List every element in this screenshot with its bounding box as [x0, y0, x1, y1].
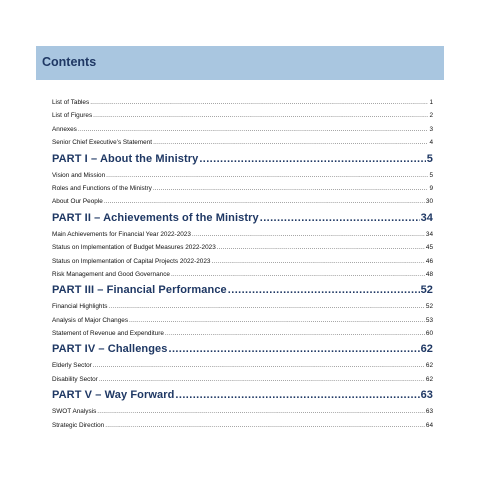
toc-entry[interactable] [52, 314, 433, 327]
toc-entry-page: 60 [425, 330, 433, 338]
toc-entry-label: Strategic Direction [52, 421, 105, 429]
dot-leader [93, 109, 428, 122]
dot-leader [90, 96, 428, 109]
toc-entry-page: 62 [425, 375, 433, 383]
toc-entry-page: 52 [420, 284, 433, 297]
toc-entry-label: PART II – Achievements of the Ministry [52, 211, 259, 224]
dot-leader [129, 314, 425, 327]
toc-entry-label: PART V – Way Forward [52, 389, 175, 402]
dot-leader [217, 241, 425, 254]
toc-entry-page: 3 [429, 125, 433, 133]
toc-entry-page: 9 [429, 184, 433, 192]
dot-leader [171, 268, 425, 281]
toc-entry[interactable] [52, 228, 433, 241]
toc-entry-label: PART III – Financial Performance [52, 284, 227, 297]
toc-entry-page: 48 [425, 270, 433, 278]
dot-leader [106, 169, 428, 182]
toc-part-heading[interactable] [52, 386, 433, 405]
toc-entry[interactable] [52, 169, 433, 182]
toc-entry-label: Status on Implementation of Budget Measures 2022-2023 [52, 244, 216, 252]
toc-entry-page: 45 [425, 244, 433, 252]
toc-entry-page: 64 [425, 421, 433, 429]
toc-entry-page: 5 [426, 152, 433, 165]
dot-leader [260, 209, 420, 228]
toc-entry-label: Senior Chief Executive’s Statement [52, 139, 153, 147]
dot-leader [99, 373, 425, 386]
dot-leader [153, 136, 428, 149]
dot-leader [169, 340, 420, 359]
contents-heading: Contents [42, 55, 97, 69]
toc-entry-label: Roles and Functions of the Ministry [52, 184, 152, 192]
toc-entry-page: 2 [429, 112, 433, 120]
toc-entry-label: Vision and Mission [52, 171, 106, 179]
toc-entry-label: List of Figures [52, 112, 93, 120]
toc-entry-page: 63 [420, 389, 433, 402]
toc-entry-label: SWOT Analysis [52, 408, 97, 416]
toc-entry[interactable] [52, 359, 433, 372]
dot-leader [93, 359, 425, 372]
toc-entry[interactable] [52, 373, 433, 386]
table-of-contents [52, 96, 433, 432]
toc-part-heading[interactable] [52, 209, 433, 228]
dot-leader [97, 405, 425, 418]
dot-leader [211, 255, 424, 268]
dot-leader [175, 386, 419, 405]
toc-entry[interactable] [52, 327, 433, 340]
toc-entry-page: 52 [425, 303, 433, 311]
toc-entry-label: Statement of Revenue and Expenditure [52, 330, 164, 338]
dot-leader [228, 281, 420, 300]
toc-entry[interactable] [52, 405, 433, 418]
toc-entry-page: 62 [425, 362, 433, 370]
toc-part-heading[interactable] [52, 150, 433, 169]
dot-leader [105, 419, 425, 432]
toc-entry-page: 53 [425, 316, 433, 324]
toc-entry-label: Financial Highlights [52, 303, 108, 311]
toc-part-heading[interactable] [52, 340, 433, 359]
toc-entry-label: Elderly Sector [52, 362, 92, 370]
toc-entry[interactable] [52, 268, 433, 281]
toc-entry-label: PART I – About the Ministry [52, 152, 199, 165]
dot-leader [165, 327, 425, 340]
toc-entry-label: Disability Sector [52, 375, 98, 383]
toc-entry[interactable] [52, 300, 433, 313]
toc-entry[interactable] [52, 195, 433, 208]
toc-entry-page: 63 [425, 408, 433, 416]
toc-entry[interactable] [52, 255, 433, 268]
toc-entry[interactable] [52, 419, 433, 432]
toc-entry[interactable] [52, 241, 433, 254]
dot-leader [78, 123, 429, 136]
toc-entry[interactable] [52, 96, 433, 109]
dot-leader [199, 150, 425, 169]
contents-banner [36, 46, 444, 80]
toc-entry-label: Annexes [52, 125, 77, 133]
toc-entry-label: About Our People [52, 198, 103, 206]
dot-leader [153, 182, 429, 195]
toc-entry-label: Status on Implementation of Capital Projects 2022-2023 [52, 257, 211, 265]
dot-leader [108, 300, 424, 313]
toc-entry[interactable] [52, 123, 433, 136]
toc-entry-page: 1 [429, 99, 433, 106]
toc-entry-label: Risk Management and Good Governance [52, 270, 170, 278]
toc-entry-page: 46 [425, 257, 433, 265]
toc-entry-page: 34 [420, 211, 433, 224]
toc-entry-page: 4 [429, 139, 433, 147]
toc-entry[interactable] [52, 136, 433, 149]
toc-entry-page: 34 [425, 230, 433, 238]
dot-leader [192, 228, 425, 241]
toc-entry[interactable] [52, 182, 433, 195]
toc-entry-label: Main Achievements for Financial Year 2022-2023 [52, 230, 191, 238]
toc-entry[interactable] [52, 109, 433, 122]
toc-entry-page: 5 [429, 171, 433, 179]
toc-entry-label: PART IV – Challenges [52, 343, 168, 356]
toc-entry-label: Analysis of Major Changes [52, 316, 129, 324]
toc-entry-page: 62 [420, 343, 433, 356]
toc-entry-label: List of Tables [52, 99, 90, 106]
toc-part-heading[interactable] [52, 281, 433, 300]
dot-leader [104, 195, 425, 208]
toc-entry-page: 30 [425, 198, 433, 206]
